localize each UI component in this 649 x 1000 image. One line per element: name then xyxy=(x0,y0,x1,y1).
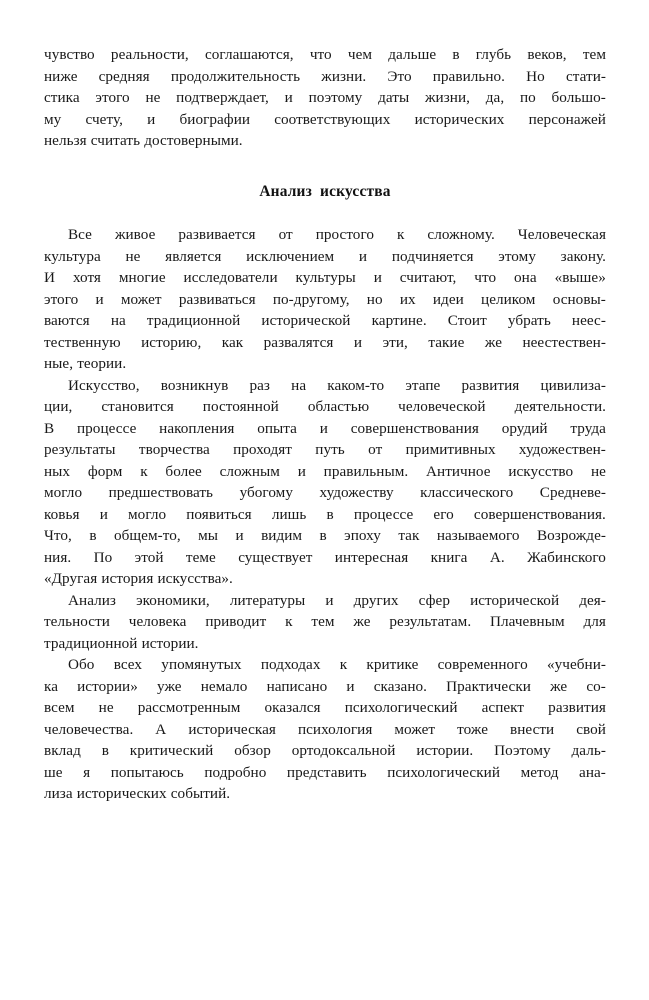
text-line xyxy=(44,44,606,66)
word: внести xyxy=(510,720,555,738)
word: творчества xyxy=(138,441,210,458)
word: Средневе- xyxy=(539,484,606,501)
word: истории» xyxy=(77,677,138,695)
word: чем xyxy=(347,46,373,63)
word: продолжительность xyxy=(170,67,301,85)
word: исторической xyxy=(261,312,351,329)
text-line xyxy=(44,310,606,332)
word: счету, xyxy=(85,110,123,128)
word: соглашаются, xyxy=(205,46,294,63)
text-line xyxy=(44,267,606,289)
word: тественную xyxy=(44,333,121,351)
word: обзор xyxy=(234,742,271,759)
word: тоже xyxy=(457,720,488,738)
text-line xyxy=(44,332,606,354)
word: развивается xyxy=(178,226,256,243)
word: как xyxy=(221,333,244,351)
word: написано xyxy=(266,677,328,695)
word: раз xyxy=(249,376,270,394)
word: мы xyxy=(198,527,219,544)
word: целиком xyxy=(481,290,536,308)
word: Жабинского xyxy=(527,548,606,566)
word: исторических xyxy=(414,110,505,128)
spacer-after-heading xyxy=(44,202,606,224)
text-line xyxy=(44,396,606,418)
word: человека xyxy=(128,613,187,630)
word: форм xyxy=(87,462,123,480)
word: в xyxy=(101,742,109,759)
word: по-другому, xyxy=(272,290,350,308)
word: ции, xyxy=(44,398,73,415)
word: ковья xyxy=(44,505,80,523)
word: каком-то xyxy=(327,376,385,394)
word: живое xyxy=(114,226,156,243)
word: не xyxy=(98,699,114,716)
word: этого xyxy=(95,89,130,106)
word: реальности, xyxy=(110,46,189,63)
word: теме xyxy=(185,548,216,566)
word: Что, xyxy=(44,527,72,544)
text-column xyxy=(44,44,606,805)
word: тем xyxy=(582,46,606,63)
word: А xyxy=(155,720,167,738)
word: идеи xyxy=(432,290,464,308)
text-line xyxy=(44,654,606,676)
word: эти, xyxy=(382,333,408,351)
word: всех xyxy=(113,656,143,673)
word: более xyxy=(165,462,202,480)
text-line xyxy=(44,461,606,483)
word: процессе xyxy=(353,505,414,523)
word: сфер xyxy=(418,591,450,609)
word: сказано. xyxy=(373,677,428,695)
word: и xyxy=(95,290,104,308)
word: деятельности. xyxy=(514,398,606,415)
word: большо- xyxy=(551,89,606,106)
word: ка xyxy=(44,677,58,695)
word: исключением xyxy=(246,247,335,265)
word: попытаюсь xyxy=(110,763,184,781)
word: и xyxy=(373,269,382,286)
text-line xyxy=(44,740,606,762)
text-line xyxy=(44,246,606,268)
text-line: ные, теории. xyxy=(44,355,127,372)
word: по xyxy=(519,89,536,106)
spacer-before-heading xyxy=(44,152,606,181)
word: Это xyxy=(387,67,412,85)
word: жизни, xyxy=(425,89,470,106)
text-line xyxy=(44,482,606,504)
word: и xyxy=(325,591,334,609)
word: стати- xyxy=(565,67,606,85)
paragraph-3 xyxy=(44,375,606,590)
text-line xyxy=(44,439,606,461)
word: его xyxy=(433,505,454,523)
word: Но xyxy=(526,67,545,85)
word: и xyxy=(284,89,293,106)
word: ния. xyxy=(44,548,72,566)
text-line xyxy=(44,375,606,397)
word: традиционной xyxy=(146,312,241,329)
word: хотя xyxy=(72,269,101,286)
word: от xyxy=(278,226,293,243)
word: Обо xyxy=(68,656,95,673)
text-line xyxy=(44,697,606,719)
word: предшествовать xyxy=(108,484,214,501)
word: тем xyxy=(311,613,335,630)
word: этого xyxy=(44,290,79,308)
text-line: лиза исторических событий. xyxy=(44,785,231,802)
word: культуры xyxy=(295,269,356,286)
word: культура xyxy=(44,247,101,265)
word: что xyxy=(474,269,497,286)
word: искусство xyxy=(508,462,574,480)
word: экономики, xyxy=(136,591,210,609)
word: лишь xyxy=(271,505,307,523)
word: А. xyxy=(489,548,505,566)
word: тельности xyxy=(44,613,110,630)
word: неес- xyxy=(571,312,606,329)
word: художествен- xyxy=(518,441,606,458)
word: постоянной xyxy=(202,398,279,415)
word: критике xyxy=(366,656,419,673)
word: свой xyxy=(576,720,606,738)
word: По xyxy=(93,548,113,566)
word: сложным xyxy=(219,462,280,480)
word: со- xyxy=(586,677,606,695)
word: же xyxy=(550,677,568,695)
word: многие xyxy=(118,269,166,286)
word: называемого xyxy=(436,527,520,544)
paragraph-2 xyxy=(44,224,606,375)
word: Искусство, xyxy=(68,376,140,394)
word: в xyxy=(89,527,97,544)
text-line xyxy=(44,224,606,246)
word: всем xyxy=(44,699,75,716)
word: убогому xyxy=(239,484,293,501)
word: оказался xyxy=(264,699,321,716)
word: же xyxy=(484,333,502,351)
word: биографии xyxy=(179,110,251,128)
word: на xyxy=(110,312,126,329)
word: такие xyxy=(428,333,465,351)
word: му xyxy=(44,110,62,128)
word: правильным. xyxy=(323,462,409,480)
word: Анализ xyxy=(68,591,116,609)
word: цивилиза- xyxy=(540,376,606,394)
word: труда xyxy=(570,419,606,437)
word: эпоху xyxy=(344,527,381,544)
word: результатам. xyxy=(389,613,472,630)
word: для xyxy=(583,613,606,630)
word: но xyxy=(366,290,383,308)
word: могло xyxy=(44,484,83,501)
word: средняя xyxy=(98,67,150,85)
text-line xyxy=(44,109,606,131)
text-line xyxy=(44,590,606,612)
word: жизни. xyxy=(321,67,367,85)
text-line xyxy=(44,525,606,547)
text-line xyxy=(44,66,606,88)
word: даты xyxy=(378,89,410,106)
word: веков, xyxy=(527,46,567,63)
text-line xyxy=(44,719,606,741)
word: классического xyxy=(420,484,514,501)
word: видим xyxy=(261,527,303,544)
word: в xyxy=(452,46,460,63)
paragraph-1 xyxy=(44,44,606,152)
word: областью xyxy=(307,398,370,415)
word: интересная xyxy=(334,548,409,566)
word: подходах xyxy=(260,656,321,673)
word: развития xyxy=(461,376,520,394)
word: человечества. xyxy=(44,720,134,738)
word: современного xyxy=(437,656,528,673)
word: историю, xyxy=(141,333,202,351)
word: В xyxy=(44,419,55,437)
text-line: нельзя считать достоверными. xyxy=(44,132,243,149)
word: на xyxy=(291,376,307,394)
word: является xyxy=(165,247,222,265)
word: ных xyxy=(44,462,71,480)
word: психологический xyxy=(387,763,501,781)
word: убрать xyxy=(507,312,551,329)
text-line: «Другая история искусства». xyxy=(44,570,233,587)
word: подчиняется xyxy=(391,247,474,265)
text-line xyxy=(44,762,606,784)
word: и xyxy=(235,527,244,544)
paragraph-4 xyxy=(44,590,606,655)
word: развиваться xyxy=(178,290,256,308)
word: и xyxy=(99,505,108,523)
word: совершенствования xyxy=(350,419,479,437)
word: И xyxy=(44,269,56,286)
word: к xyxy=(285,613,293,630)
paragraph-5 xyxy=(44,654,606,805)
word: Все xyxy=(68,226,92,243)
word: в xyxy=(326,505,334,523)
word: Возрожде- xyxy=(536,527,606,544)
word: человеческой xyxy=(398,398,486,415)
word: немало xyxy=(200,677,248,695)
word: я xyxy=(83,763,91,781)
word: примитивных xyxy=(405,441,496,458)
word: «учебни- xyxy=(546,656,606,673)
word: дальше xyxy=(388,46,437,63)
word: «выше» xyxy=(554,269,606,286)
word: могло xyxy=(128,505,167,523)
word: даль- xyxy=(571,742,606,759)
word: психология xyxy=(297,720,373,738)
word: общем-то, xyxy=(113,527,181,544)
word: и xyxy=(147,110,156,128)
word: сложному. xyxy=(427,226,495,243)
word: может xyxy=(120,290,162,308)
word: литературы xyxy=(229,591,306,609)
word: возникнув xyxy=(160,376,229,394)
word: подробно xyxy=(204,763,267,781)
word: же xyxy=(353,613,371,630)
word: ваются xyxy=(44,312,90,329)
word: поэтому xyxy=(308,89,363,106)
word: так xyxy=(398,527,420,544)
word: накопления xyxy=(159,419,235,437)
word: истории. xyxy=(416,742,474,759)
text-line xyxy=(44,611,606,633)
word: упомянутых xyxy=(161,656,242,673)
word: ниже xyxy=(44,67,78,85)
word: не xyxy=(125,247,141,265)
text-line xyxy=(44,289,606,311)
text-line xyxy=(44,418,606,440)
word: считают, xyxy=(399,269,457,286)
word: ортодоксальной xyxy=(291,742,396,759)
word: критический xyxy=(129,742,214,759)
word: что xyxy=(309,46,332,63)
word: ше xyxy=(44,763,63,781)
word: правильно. xyxy=(432,67,506,85)
word: опыта xyxy=(257,419,297,437)
text-line: традиционной истории. xyxy=(44,634,199,652)
word: к xyxy=(140,462,148,480)
word: глубь xyxy=(475,46,512,63)
word: художеству xyxy=(319,484,394,501)
word: Стоит xyxy=(447,312,487,329)
word: развития xyxy=(548,699,606,716)
word: развалятся xyxy=(263,333,334,351)
word: и xyxy=(297,462,306,480)
word: уже xyxy=(157,677,182,695)
word: закону. xyxy=(560,247,606,265)
word: да, xyxy=(485,89,505,106)
word: появиться xyxy=(186,505,252,523)
word: подтверждает, xyxy=(176,89,269,106)
word: метод xyxy=(520,763,559,781)
section-heading: Анализ искусства xyxy=(259,182,391,200)
word: и xyxy=(319,419,328,437)
word: основы- xyxy=(552,290,606,308)
word: персонажей xyxy=(528,110,606,128)
word: может xyxy=(394,720,436,738)
word: исторической xyxy=(470,591,560,609)
word: картине. xyxy=(371,312,427,329)
word: исследователи xyxy=(183,269,278,286)
word: совершенствования. xyxy=(473,505,606,523)
text-line xyxy=(44,676,606,698)
word: простого xyxy=(315,226,374,243)
word: представить xyxy=(286,763,367,781)
word: других xyxy=(353,591,399,609)
word: этому xyxy=(498,247,536,265)
word: от xyxy=(368,441,383,458)
word: историческая xyxy=(188,720,276,738)
word: этой xyxy=(134,548,164,566)
word: Человеческая xyxy=(517,226,606,243)
word: ана- xyxy=(579,763,606,781)
word: и xyxy=(353,333,363,351)
word: чувство xyxy=(44,46,95,63)
word: приводит xyxy=(205,613,267,630)
word: путь xyxy=(315,441,345,458)
word: существует xyxy=(238,548,313,566)
word: становится xyxy=(101,398,174,415)
word: она xyxy=(514,269,537,286)
word: не xyxy=(590,462,606,480)
word: рассмотренным xyxy=(137,699,241,716)
text-line xyxy=(44,504,606,526)
word: Поэтому xyxy=(494,742,551,759)
word: аспект xyxy=(481,699,525,716)
word: и xyxy=(358,247,368,265)
word: проходят xyxy=(233,441,292,458)
word: к xyxy=(396,226,405,243)
word: книга xyxy=(430,548,468,566)
word: Античное xyxy=(426,462,491,480)
word: не xyxy=(145,89,161,106)
word: соответствующих xyxy=(274,110,391,128)
word: в xyxy=(319,527,327,544)
word: стика xyxy=(44,89,80,106)
word: этапе xyxy=(405,376,441,394)
word: и xyxy=(346,677,355,695)
text-line xyxy=(44,87,606,109)
word: их xyxy=(399,290,416,308)
word: к xyxy=(339,656,348,673)
word: Плачевным xyxy=(490,613,565,630)
word: неестествен- xyxy=(522,333,606,351)
word: орудий xyxy=(501,419,548,437)
word: вклад xyxy=(44,742,81,759)
word: процессе xyxy=(76,419,137,437)
word: результаты xyxy=(44,441,116,458)
word: психологический xyxy=(344,699,458,716)
text-line xyxy=(44,547,606,569)
word: дея- xyxy=(579,591,606,609)
word: Практически xyxy=(446,677,531,695)
